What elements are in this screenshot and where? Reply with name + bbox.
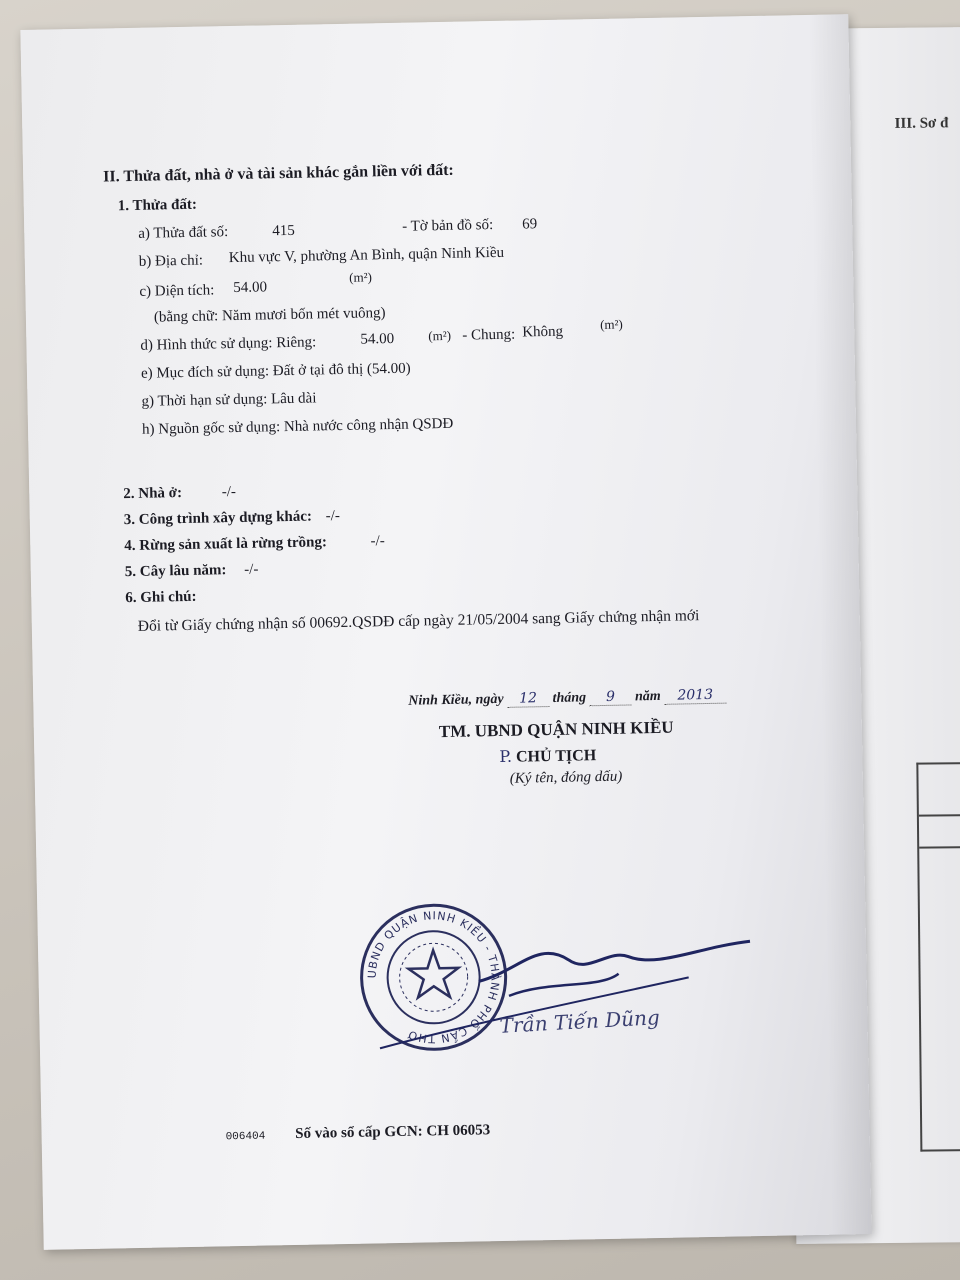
adjacent-page-heading: III. Sơ đ — [894, 115, 949, 132]
certificate-content — [103, 155, 803, 635]
purpose: e) Mục đích sử dụng: Đất ở tại đô thị (54.00) — [140, 360, 411, 382]
usage-form-private: 54.00 — [360, 330, 395, 348]
parcel-no-value: 415 — [272, 222, 295, 240]
item-plantation-forest: 4. Rừng sản xuất là rừng trồng: -/- — [124, 533, 385, 555]
seal-and-signature-graphic — [356, 826, 781, 1074]
date-year: 2013 — [664, 687, 726, 705]
usage-form-common-value: Không — [522, 323, 564, 341]
usage-form-common-label: - Chung: — [462, 326, 516, 344]
land-parcel-heading: 1. Thửa đất: — [117, 196, 198, 215]
area-value: 54.00 — [233, 279, 268, 297]
section-title: II. Thửa đất, nhà ở và tài sản khác gắn liền với đất: — [103, 161, 454, 186]
area-in-words: (bằng chữ: Năm mươi bốn mét vuông) — [153, 305, 386, 326]
area-label: c) Diện tích: — [139, 282, 215, 300]
date-day: 12 — [507, 690, 549, 708]
term: g) Thời hạn sử dụng: Lâu dài — [141, 390, 317, 410]
signer-name: Trần Tiến Dũng — [498, 1005, 661, 1038]
address-value: Khu vực V, phường An Bình, quận Ninh Kiều — [228, 244, 505, 267]
certificate-page — [20, 14, 871, 1250]
item-other-construction: 3. Công trình xây dựng khác: -/- — [123, 508, 341, 529]
serial-number: 006404 — [225, 1130, 266, 1144]
usage-form-unit: (m²) — [428, 327, 452, 344]
official-seal — [356, 826, 781, 1079]
registry-number: Số vào sổ cấp GCN: CH 06053 — [295, 1122, 491, 1142]
origin: h) Nguồn gốc sử dụng: Nhà nước công nhận QSDĐ — [141, 415, 454, 438]
signature-instruction: (Ký tên, đóng dấu) — [509, 768, 623, 787]
usage-form-common-unit: (m²) — [599, 316, 623, 332]
signatory-title: P. CHỦ TỊCH — [499, 746, 597, 766]
parcel-no-label: a) Thửa đất số: — [138, 224, 229, 242]
item-notes: 6. Ghi chú: — [125, 588, 197, 607]
note-text: Đổi từ Giấy chứng nhận số 00692.QSDĐ cấp ngày 21/05/2004 sang Giấy chứng nhận mới — [137, 607, 700, 635]
adjacent-page-table — [916, 762, 960, 1152]
item-perennial-trees: 5. Cây lâu năm: -/- — [124, 561, 259, 581]
usage-form-label: d) Hình thức sử dụng: Riêng: — [140, 334, 317, 354]
area-unit: (m²) — [349, 269, 372, 285]
signature-block — [398, 685, 798, 787]
address-label: b) Địa chỉ: — [138, 252, 204, 270]
item-house: 2. Nhà ở: -/- — [123, 484, 237, 503]
footer — [225, 1121, 490, 1144]
svg-text:UBND QUẬN NINH KIỀU - THÀNH PH: UBND QUẬN NINH KIỀU - THÀNH PHỐ CẦN THƠ — [365, 909, 502, 1046]
map-sheet-label: - Tờ bản đồ số: — [402, 217, 494, 235]
map-sheet-value: 69 — [522, 216, 538, 233]
place-date: Ninh Kiều, ngày 12 tháng 9 năm 2013 — [408, 687, 726, 710]
date-month: 9 — [589, 688, 631, 706]
issuing-authority: TM. UBND QUẬN NINH KIỀU — [438, 717, 674, 742]
